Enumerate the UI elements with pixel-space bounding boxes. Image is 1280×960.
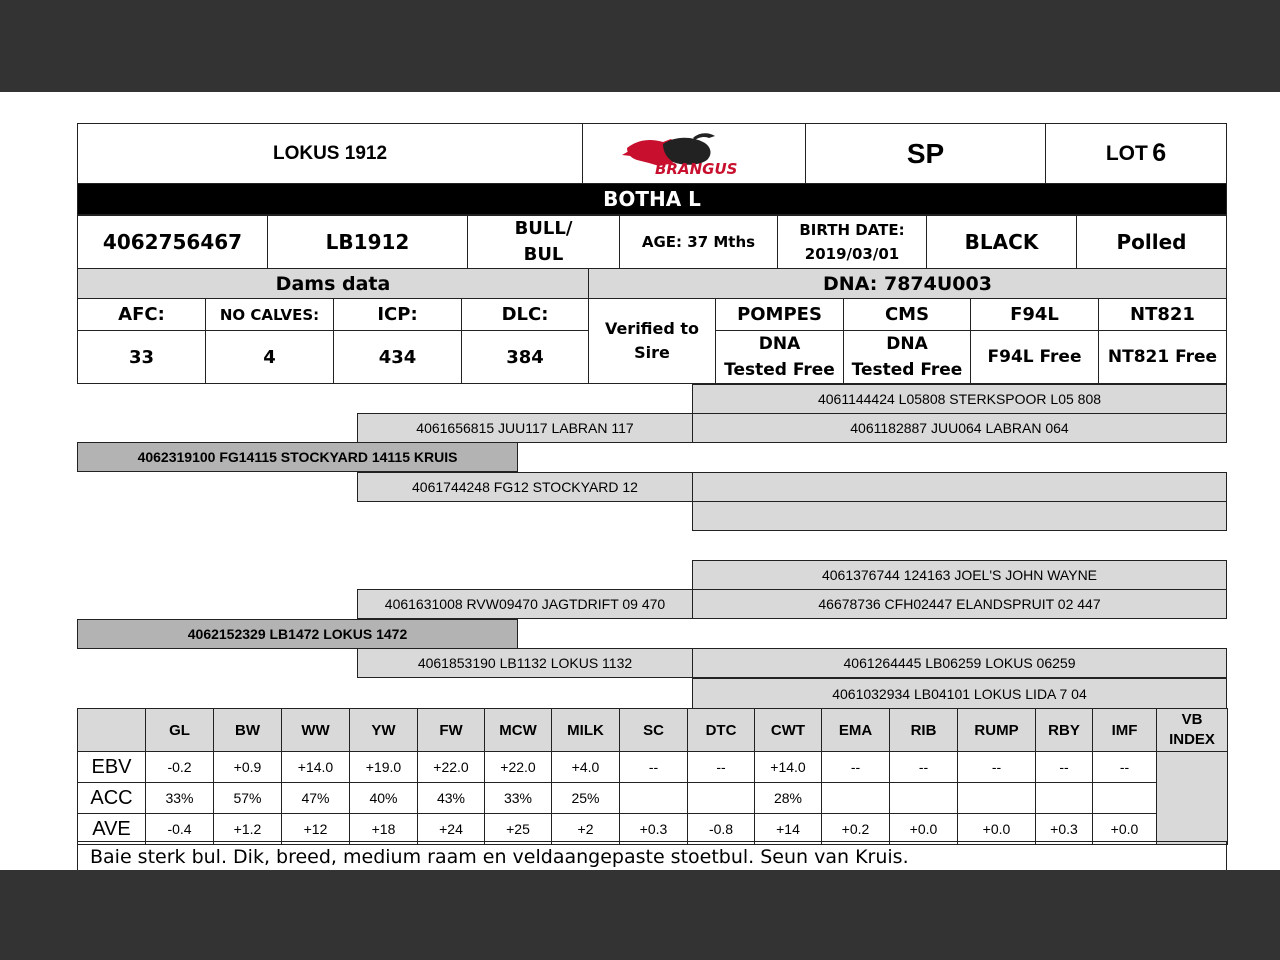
ebv-cell: --: [688, 752, 755, 783]
ave-cell: +18: [350, 814, 418, 845]
pompes-value: [715, 330, 844, 384]
vb-index-line-2: INDEX: [1169, 731, 1215, 748]
ebv-cell: +0.9: [214, 752, 282, 783]
ave-cell: +0.3: [620, 814, 688, 845]
ebv-cell: --: [890, 752, 958, 783]
brangus-logo: [582, 123, 806, 184]
dlc-value: 384: [461, 330, 589, 384]
ebv-col-header: SC: [620, 709, 688, 752]
sex-line-2: BUL: [523, 244, 564, 265]
pedigree-dam-dam: 4061853190 LB1132 LOKUS 1132: [357, 648, 693, 678]
bottom-dark-bar: [0, 870, 1280, 960]
icp-value: 434: [333, 330, 462, 384]
pedigree-dam-dam-dam: 4061032934 LB04101 LOKUS LIDA 7 04: [692, 678, 1227, 709]
ebv-cell: --: [620, 752, 688, 783]
acc-cell: [822, 783, 890, 814]
acc-row-label: ACC: [78, 783, 146, 814]
acc-cell: 28%: [755, 783, 822, 814]
f94l-header: F94L: [970, 298, 1099, 331]
no-calves-header: NO CALVES:: [205, 298, 334, 331]
dlc-header: DLC:: [461, 298, 589, 331]
ebv-cell: +22.0: [485, 752, 552, 783]
ebv-cell: --: [958, 752, 1036, 783]
ave-cell: +0.0: [1093, 814, 1157, 845]
pedigree-sire-sire-dam: 4061182887 JUU064 LABRAN 064: [692, 413, 1227, 443]
ebv-cell: +14.0: [282, 752, 350, 783]
vb-index-line-1: VB: [1181, 711, 1203, 728]
ebv-table: [77, 708, 1228, 845]
owner-name: BOTHA L: [77, 183, 1227, 215]
vb-index-value: [1157, 752, 1228, 845]
acc-cell: [890, 783, 958, 814]
pedigree-dam-dam-sire: 4061264445 LB06259 LOKUS 06259: [692, 648, 1227, 678]
pedigree-dam-sire: 4061631008 RVW09470 JAGTDRIFT 09 470: [357, 589, 693, 619]
f94l-value: F94L Free: [970, 330, 1099, 384]
birth-date-label: BIRTH DATE:: [799, 221, 905, 239]
bull-head-icon: [619, 130, 769, 178]
acc-cell: 57%: [214, 783, 282, 814]
dna-title: DNA: 7874U003: [588, 268, 1227, 299]
acc-cell: [620, 783, 688, 814]
comment-text: Baie sterk bul. Dik, breed, medium raam en veldaangepaste stoetbul. Seun van Kruis.: [77, 841, 1227, 870]
pompes-line-1: DNA: [758, 334, 801, 354]
ebv-col-header: YW: [350, 709, 418, 752]
ave-cell: +12: [282, 814, 350, 845]
nt821-header: NT821: [1098, 298, 1227, 331]
ebv-cell: +22.0: [418, 752, 485, 783]
dams-data-title: Dams data: [77, 268, 589, 299]
ave-row-label: AVE: [78, 814, 146, 845]
svg-text:BRANGUS: BRANGUS: [655, 159, 738, 178]
ebv-col-header: RIB: [890, 709, 958, 752]
ebv-col-header: WW: [282, 709, 350, 752]
sex-line-1: BULL/: [514, 218, 573, 239]
lot-prefix: LOT: [1105, 141, 1148, 165]
animal-name: LOKUS 1912: [77, 123, 583, 184]
ebv-cell: -0.2: [146, 752, 214, 783]
ebv-cell: +19.0: [350, 752, 418, 783]
cms-line-1: DNA: [886, 334, 928, 354]
pedigree-sire-dam: 4061744248 FG12 STOCKYARD 12: [357, 472, 693, 502]
acc-cell: 40%: [350, 783, 418, 814]
pedigree-dam: 4062152329 LB1472 LOKUS 1472: [77, 619, 518, 649]
ebv-row-label: EBV: [78, 752, 146, 783]
ebv-cell: +14.0: [755, 752, 822, 783]
sex: [467, 215, 620, 269]
sale-catalogue-page: [0, 92, 1280, 870]
acc-cell: 33%: [146, 783, 214, 814]
ave-cell: +0.2: [822, 814, 890, 845]
herd-id: LB1912: [267, 215, 468, 269]
ebv-col-header: RBY: [1036, 709, 1093, 752]
ebv-cell: --: [822, 752, 890, 783]
acc-cell: 43%: [418, 783, 485, 814]
cms-header: CMS: [843, 298, 971, 331]
ebv-col-header: BW: [214, 709, 282, 752]
no-calves-value: 4: [205, 330, 334, 384]
birth-date-value: 2019/03/01: [804, 245, 900, 263]
verified-line-2: Sire: [634, 343, 670, 362]
status-code: SP: [805, 123, 1046, 184]
verified-to-sire: [588, 298, 716, 384]
ave-cell: +0.0: [890, 814, 958, 845]
ave-cell: +0.3: [1036, 814, 1093, 845]
ebv-col-header: GL: [146, 709, 214, 752]
icp-header: ICP:: [333, 298, 462, 331]
ebv-col-header: FW: [418, 709, 485, 752]
acc-cell: [1036, 783, 1093, 814]
acc-cell: [958, 783, 1036, 814]
ebv-corner-cell: [78, 709, 146, 752]
acc-cell: 33%: [485, 783, 552, 814]
acc-cell: 47%: [282, 783, 350, 814]
ave-cell: +14: [755, 814, 822, 845]
ebv-col-header: CWT: [755, 709, 822, 752]
ebv-col-header: RUMP: [958, 709, 1036, 752]
ebv-cell: --: [1036, 752, 1093, 783]
ave-cell: -0.4: [146, 814, 214, 845]
acc-cell: 25%: [552, 783, 620, 814]
cms-line-2: Tested Free: [851, 360, 963, 380]
ave-cell: +24: [418, 814, 485, 845]
colour: BLACK: [926, 215, 1077, 269]
pedigree-sire-sire: 4061656815 JUU117 LABRAN 117: [357, 413, 693, 443]
acc-cell: [688, 783, 755, 814]
ave-cell: +1.2: [214, 814, 282, 845]
ave-cell: +0.0: [958, 814, 1036, 845]
ebv-row: [78, 752, 1228, 783]
pedigree-sire: 4062319100 FG14115 STOCKYARD 14115 KRUIS: [77, 442, 518, 472]
registration-number: 4062756467: [77, 215, 268, 269]
pedigree-sire-dam-sire: [692, 472, 1227, 502]
ebv-col-header: MILK: [552, 709, 620, 752]
pedigree-dam-sire-dam: 46678736 CFH02447 ELANDSPRUIT 02 447: [692, 589, 1227, 619]
pompes-line-2: Tested Free: [724, 360, 835, 380]
birth-date: [777, 215, 927, 269]
top-dark-bar: [0, 0, 1280, 92]
vb-index-header: [1157, 709, 1228, 752]
acc-cell: [1093, 783, 1157, 814]
ebv-col-header: MCW: [485, 709, 552, 752]
ave-cell: -0.8: [688, 814, 755, 845]
pedigree-sire-sire-sire: 4061144424 L05808 STERKSPOOR L05 808: [692, 384, 1227, 414]
ebv-cell: +4.0: [552, 752, 620, 783]
lot-number: 6: [1152, 139, 1167, 167]
verified-line-1: Verified to: [604, 319, 700, 338]
ave-cell: +25: [485, 814, 552, 845]
pedigree-sire-dam-dam: [692, 501, 1227, 531]
ebv-cell: --: [1093, 752, 1157, 783]
lot-label: [1045, 123, 1227, 184]
ave-cell: +2: [552, 814, 620, 845]
afc-value: 33: [77, 330, 206, 384]
ebv-col-header: IMF: [1093, 709, 1157, 752]
horn-status: Polled: [1076, 215, 1227, 269]
pedigree-dam-sire-sire: 4061376744 124163 JOEL'S JOHN WAYNE: [692, 560, 1227, 590]
ebv-header-row: [78, 709, 1228, 752]
ave-row: [78, 814, 1228, 845]
pompes-header: POMPES: [715, 298, 844, 331]
afc-header: AFC:: [77, 298, 206, 331]
ebv-col-header: DTC: [688, 709, 755, 752]
ebv-col-header: EMA: [822, 709, 890, 752]
cms-value: [843, 330, 971, 384]
acc-row: [78, 783, 1228, 814]
nt821-value: NT821 Free: [1098, 330, 1227, 384]
age: AGE: 37 Mths: [619, 215, 778, 269]
